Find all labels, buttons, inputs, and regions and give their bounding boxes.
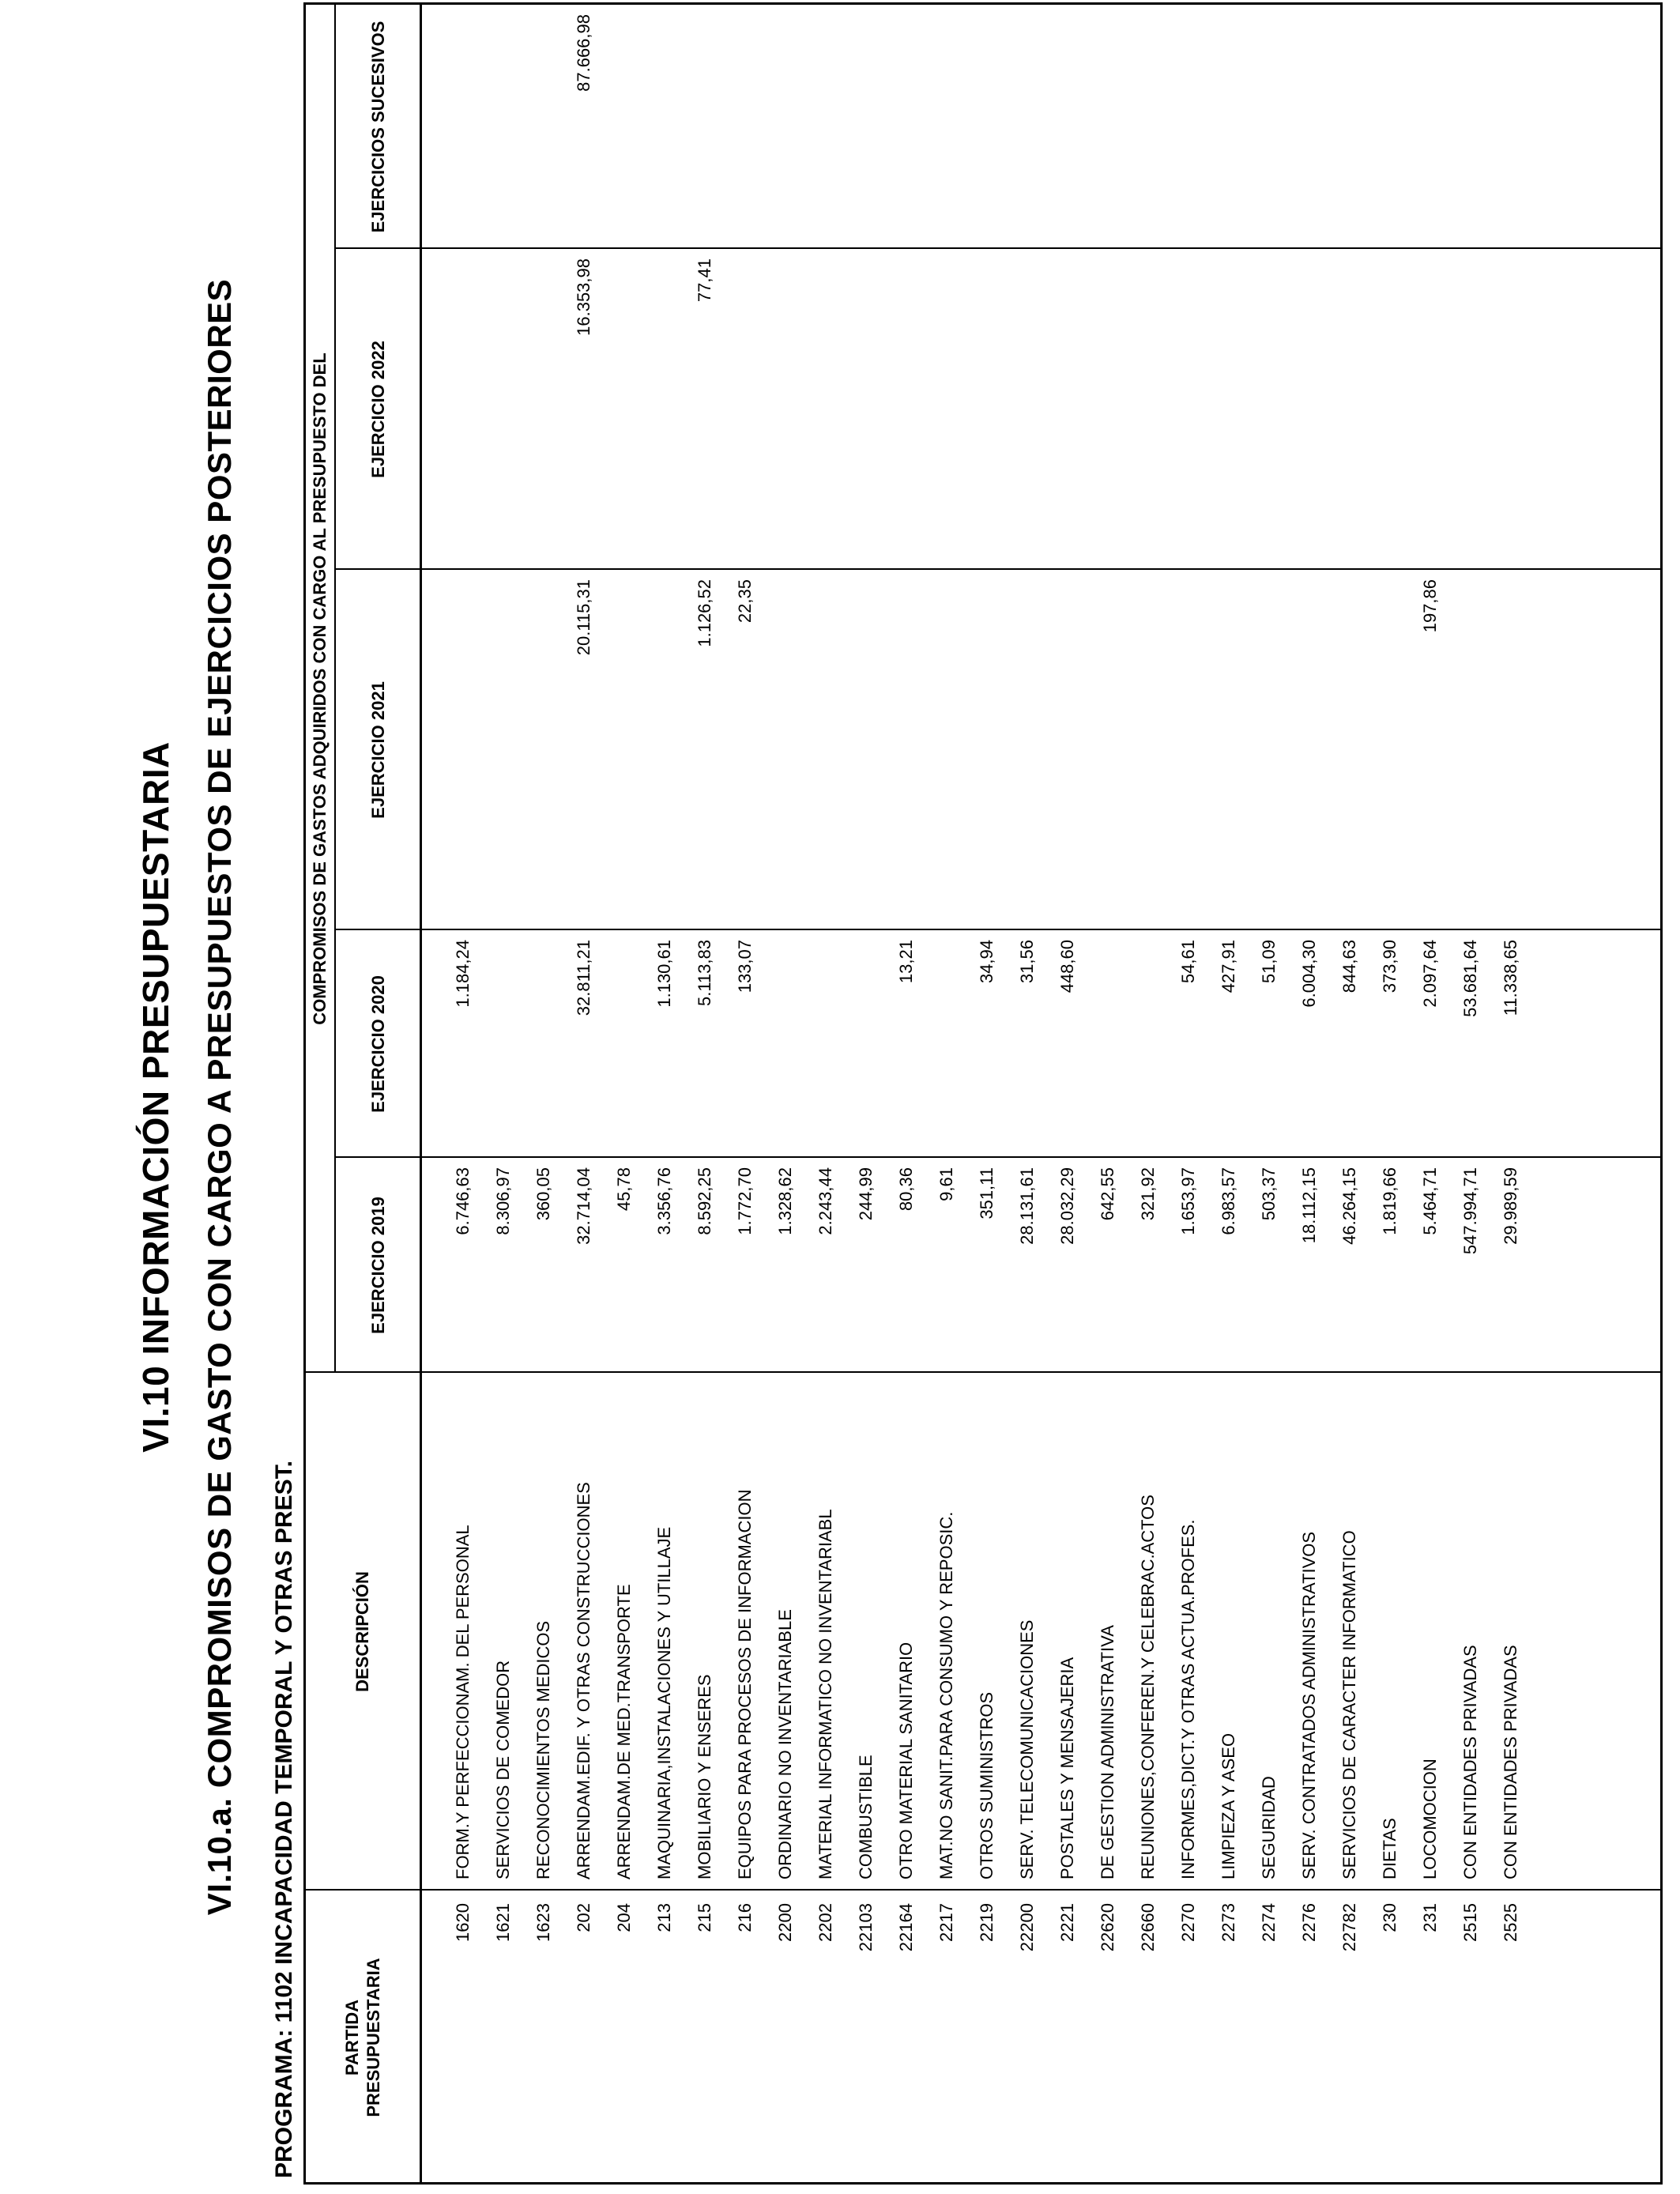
row-partida-text: 22200 [1017,1903,1037,1952]
row-descripcion-text: CON ENTIDADES PRIVADAS [1501,1645,1520,1879]
header-group-text: COMPROMISOS DE GASTOS ADQUIRIDOS CON CARGO AL PRESUPUESTO DEL [309,352,330,1025]
row-partida-text: 22103 [856,1903,876,1952]
row-value-e2022 [571,258,597,565]
row-value-e2019-text: 503,37 [1259,1167,1279,1221]
row-value-e2019 [1497,1167,1524,1368]
row-value-e2019 [974,1167,1000,1368]
row-value-e2019-text: 28.032,29 [1057,1167,1077,1245]
row-descripcion [893,1378,920,1879]
row-value-e2020 [450,940,477,1153]
row-descripcion-text: LIMPIEZA Y ASEO [1219,1732,1238,1879]
row-value-e2021 [1417,579,1444,925]
row-partida-text: 1621 [493,1903,513,1942]
row-descripcion-text: OTRO MATERIAL SANITARIO [896,1642,916,1879]
header-col-2020 [339,933,416,1155]
page-subtitle: VI.10.a. COMPROMISOS DE GASTO CON CARGO A PRESUPUESTOS DE EJERCICIOS POSTERIORES [201,278,238,1916]
col-divider-descripcion [303,1371,1660,1373]
header-bottom-divider [420,5,422,2185]
row-value-e2020-text: 54,61 [1178,940,1198,984]
row-partida-text: 230 [1380,1903,1399,1932]
row-value-e2019-text: 1.653,97 [1178,1167,1198,1235]
row-value-e2019 [571,1167,597,1368]
row-value-e2020 [1054,940,1081,1153]
row-value-e2019-text: 5.464,71 [1420,1167,1440,1235]
row-descripcion [1377,1378,1403,1879]
row-value-e2019-text: 46.264,15 [1339,1167,1359,1245]
row-value-e2020-text: 51,09 [1259,940,1279,984]
header-partida [308,1894,416,2181]
header-descripcion-text: DESCRIPCIÓN [352,1571,372,1692]
row-descripcion [1417,1378,1444,1879]
row-value-e2021-text: 22,35 [735,579,755,624]
row-partida [1457,1903,1484,2178]
row-descripcion-text: SERVICIOS DE COMEDOR [493,1660,513,1879]
row-partida-text: 216 [735,1903,755,1932]
row-value-e2019-text: 1.328,62 [775,1167,795,1235]
row-value-e2019 [450,1167,477,1368]
row-value-e2021-text: 20.115,31 [574,579,593,656]
row-value-e2020 [893,940,920,1153]
row-value-e2019-text: 29.989,59 [1501,1167,1520,1245]
table-border-right [303,2,1663,5]
row-value-e2019 [772,1167,799,1368]
row-descripcion-text: LOCOMOCION [1420,1759,1440,1879]
row-value-sucesivos [571,14,597,244]
row-value-e2020-text: 13,21 [896,940,916,984]
row-value-e2019-text: 45,78 [614,1167,634,1212]
row-value-e2020-text: 5.113,83 [695,940,714,1007]
row-descripcion [450,1378,477,1879]
row-value-e2020 [1457,940,1484,1153]
row-value-e2021-text: 1.126,52 [695,579,714,647]
page-title: VI.10 INFORMACIÓN PRESUPUESTARIA [135,741,176,1453]
header-col-sucesivos-text: EJERCICIOS SUCESIVOS [367,21,388,233]
header-col-2021 [339,573,416,927]
row-value-e2020 [651,940,678,1153]
row-value-e2019-text: 3.356,76 [654,1167,674,1235]
row-partida [1014,1903,1041,2178]
row-partida-text: 2221 [1057,1903,1077,1942]
row-partida-text: 22164 [896,1903,916,1952]
row-value-e2021 [691,579,718,925]
row-value-e2021-text: 197,86 [1420,579,1440,633]
row-descripcion [611,1378,638,1879]
row-value-e2020 [1417,940,1444,1153]
row-value-e2019 [1296,1167,1323,1368]
row-partida [772,1903,799,2178]
row-value-e2019 [1457,1167,1484,1368]
row-value-e2020 [691,940,718,1153]
row-descripcion [1135,1378,1162,1879]
row-partida-text: 2219 [977,1903,996,1942]
row-value-e2020-text: 844,63 [1339,940,1359,993]
row-partida-text: 22660 [1138,1903,1158,1952]
table-border-bottom [1660,5,1663,2185]
row-value-e2020 [1014,940,1041,1153]
row-value-e2020 [1215,940,1242,1153]
row-descripcion-text: OTROS SUMINISTROS [977,1691,996,1879]
row-descripcion [1175,1378,1202,1879]
row-descripcion-text: SEGURIDAD [1259,1776,1279,1879]
row-descripcion [571,1378,597,1879]
row-partida-text: 2217 [936,1903,956,1942]
row-value-e2019 [691,1167,718,1368]
row-descripcion-text: DE GESTION ADMINISTRATIVA [1098,1625,1117,1879]
row-partida [490,1903,517,2178]
row-value-e2019-text: 8.592,25 [695,1167,714,1235]
row-value-e2019 [490,1167,517,1368]
row-descripcion [691,1378,718,1879]
row-value-e2019-text: 6.746,63 [453,1167,473,1235]
row-partida-text: 2273 [1219,1903,1238,1942]
header-col-2020-text: EJERCICIO 2020 [367,975,388,1113]
row-value-e2019 [530,1167,557,1368]
row-value-e2019 [1256,1167,1283,1368]
row-descripcion-text: DIETAS [1380,1818,1399,1879]
row-value-e2020-text: 34,94 [977,940,996,984]
row-value-e2020-text: 32.811,21 [574,940,593,1016]
row-value-e2019 [1135,1167,1162,1368]
row-value-e2020 [1497,940,1524,1153]
row-partida [1336,1903,1363,2178]
row-value-e2019-text: 360,05 [533,1167,553,1221]
row-partida-text: 215 [695,1903,714,1932]
row-value-e2020 [1256,940,1283,1153]
row-descripcion [651,1378,678,1879]
row-value-e2019 [893,1167,920,1368]
row-descripcion-text: EQUIPOS PARA PROCESOS DE INFORMACION [735,1489,755,1879]
header-col-2021-text: EJERCICIO 2021 [367,681,388,819]
row-partida [732,1903,759,2178]
row-value-e2019 [651,1167,678,1368]
row-value-e2019-text: 321,92 [1138,1167,1158,1221]
row-descripcion-text: SERVICIOS DE CARACTER INFORMATICO [1339,1530,1359,1879]
header-group [306,8,333,1370]
row-descripcion [1296,1378,1323,1879]
row-descripcion-text: ARRENDAM.DE MED.TRANSPORTE [614,1584,634,1879]
row-value-e2019 [933,1167,960,1368]
header-col-sucesivos [339,8,416,246]
row-value-e2019-text: 8.306,97 [493,1167,513,1235]
row-value-e2019 [1054,1167,1081,1368]
group-header-divider [334,5,336,1373]
row-descripcion-text: RECONOCIMIENTOS MEDICOS [533,1620,553,1879]
row-descripcion [974,1378,1000,1879]
row-partida-text: 202 [574,1903,593,1932]
row-value-e2020-text: 2.097,64 [1420,940,1440,1008]
row-value-e2019-text: 2.243,44 [816,1167,835,1235]
row-descripcion [732,1378,759,1879]
row-value-e2019 [611,1167,638,1368]
row-descripcion-text: INFORMES,DICT.Y OTRAS ACTUA.PROFES. [1178,1519,1198,1879]
row-partida [691,1903,718,2178]
row-value-e2020-text: 1.184,24 [453,940,473,1008]
row-partida-text: 2202 [816,1903,835,1942]
row-partida-text: 22620 [1098,1903,1117,1952]
row-value-e2019 [1094,1167,1121,1368]
row-descripcion-text: FORM.Y PERFECCIONAM. DEL PERSONAL [453,1525,473,1879]
row-value-e2020 [1175,940,1202,1153]
row-partida [812,1903,839,2178]
row-value-e2022-text: 16.353,98 [574,258,593,336]
row-value-e2020-text: 31,56 [1017,940,1037,984]
col-divider-year [334,929,1660,930]
header-col-2022-text: EJERCICIO 2022 [367,341,388,478]
row-descripcion-text: MAQUINARIA,INSTALACIONES Y UTILLAJE [654,1526,674,1879]
row-value-e2019 [1014,1167,1041,1368]
row-value-e2019 [853,1167,880,1368]
row-partida [853,1903,880,2178]
row-descripcion-text: SERV. TELECOMUNICACIONES [1017,1619,1037,1879]
row-partida [1094,1903,1121,2178]
row-descripcion [1014,1378,1041,1879]
table-border-left [303,2182,1663,2185]
header-col-2019 [339,1161,416,1370]
row-value-e2019-text: 18.112,15 [1299,1167,1319,1244]
col-divider-year [334,1156,1660,1158]
row-partida-text: 2274 [1259,1903,1279,1942]
row-descripcion-text: ORDINARIO NO INVENTARIABLE [775,1609,795,1879]
row-partida-text: 2515 [1460,1903,1480,1942]
row-partida [611,1903,638,2178]
row-value-e2021 [571,579,597,925]
row-value-e2019-text: 547.994,71 [1460,1167,1480,1255]
row-value-e2020-text: 427,91 [1219,940,1238,993]
row-value-e2022-text: 77,41 [695,258,714,303]
row-partida-text: 2525 [1501,1903,1520,1942]
row-value-e2019-text: 9,61 [936,1167,956,1201]
row-partida-text: 2200 [775,1903,795,1942]
row-descripcion [1256,1378,1283,1879]
row-value-e2019 [1215,1167,1242,1368]
row-value-e2020 [974,940,1000,1153]
row-partida-text: 1620 [453,1903,473,1942]
row-descripcion-text: POSTALES Y MENSAJERIA [1057,1657,1077,1879]
row-descripcion-text: SERV. CONTRATADOS ADMINISTRATIVOS [1299,1531,1319,1879]
row-descripcion [1336,1378,1363,1879]
row-partida-text: 2276 [1299,1903,1319,1942]
row-value-e2019-text: 1.819,66 [1380,1167,1399,1235]
row-value-e2019 [732,1167,759,1368]
row-descripcion [1457,1378,1484,1879]
row-partida-text: 22782 [1339,1903,1359,1952]
row-descripcion [812,1378,839,1879]
col-divider-year [334,247,1660,249]
row-value-e2020 [571,940,597,1153]
header-partida-line2: PRESUPUESTARIA [363,1958,383,2117]
row-value-e2019 [1175,1167,1202,1368]
row-value-e2019-text: 6.983,57 [1219,1167,1238,1235]
row-descripcion-text: MAT.NO SANIT.PARA CONSUMO Y REPOSIC. [936,1511,956,1879]
row-partida [1497,1903,1524,2178]
row-value-e2020-text: 53.681,64 [1460,940,1480,1017]
row-value-e2019-text: 642,55 [1098,1167,1117,1221]
row-value-e2019 [1377,1167,1403,1368]
row-value-e2019-text: 351,11 [977,1167,996,1220]
row-partida [1175,1903,1202,2178]
header-descripcion [308,1376,416,1887]
row-partida [1215,1903,1242,2178]
row-partida [1377,1903,1403,2178]
row-partida-text: 2270 [1178,1903,1198,1942]
row-value-e2020-text: 11.338,65 [1501,940,1520,1016]
col-divider-partida [303,1889,1660,1891]
row-value-e2020-text: 6.004,30 [1299,940,1319,1008]
header-col-2022 [339,252,416,567]
row-partida [1417,1903,1444,2178]
row-value-sucesivos-text: 87.666,98 [574,14,593,92]
row-descripcion [490,1378,517,1879]
row-partida [1135,1903,1162,2178]
row-descripcion [1497,1378,1524,1879]
row-partida [974,1903,1000,2178]
row-partida-text: 1623 [533,1903,553,1942]
row-value-e2020 [1336,940,1363,1153]
row-descripcion [1215,1378,1242,1879]
row-value-e2020 [1377,940,1403,1153]
row-partida-text: 213 [654,1903,674,1932]
row-descripcion [530,1378,557,1879]
row-value-e2019-text: 32.714,04 [574,1167,593,1245]
row-value-e2019-text: 244,99 [856,1167,876,1221]
row-value-e2021 [732,579,759,925]
row-value-e2019-text: 1.772,70 [735,1167,755,1235]
row-value-e2019-text: 80,36 [896,1167,916,1212]
row-partida-text: 204 [614,1903,634,1932]
row-partida [933,1903,960,2178]
row-descripcion [1054,1378,1081,1879]
row-descripcion-text: MATERIAL INFORMATICO NO INVENTARIABL [816,1509,835,1879]
row-partida [893,1903,920,2178]
row-descripcion-text: MOBILIARIO Y ENSERES [695,1674,714,1879]
row-partida [1296,1903,1323,2178]
row-descripcion-text: REUNIONES,CONFEREN.Y CELEBRAC.ACTOS [1138,1495,1158,1879]
col-divider-year [334,568,1660,570]
row-descripcion [772,1378,799,1879]
row-descripcion [1094,1378,1121,1879]
row-descripcion-text: COMBUSTIBLE [856,1755,876,1879]
row-value-e2020-text: 448,60 [1057,940,1077,993]
row-value-e2019 [1417,1167,1444,1368]
row-descripcion [933,1378,960,1879]
row-value-e2020 [1296,940,1323,1153]
row-value-e2020-text: 373,90 [1380,940,1399,993]
header-col-2019-text: EJERCICIO 2019 [367,1197,388,1334]
row-value-e2020 [732,940,759,1153]
row-partida [651,1903,678,2178]
row-partida [1054,1903,1081,2178]
row-partida [571,1903,597,2178]
row-value-e2019 [812,1167,839,1368]
row-descripcion [853,1378,880,1879]
row-partida-text: 231 [1420,1903,1440,1932]
row-partida [450,1903,477,2178]
row-descripcion-text: ARRENDAM.EDIF. Y OTRAS CONSTRUCCIONES [574,1482,593,1879]
row-value-e2019-text: 28.131,61 [1017,1167,1037,1245]
row-value-e2020-text: 133,07 [735,940,755,993]
program-label: PROGRAMA: 1102 INCAPACIDAD TEMPORAL Y OTRAS PREST. [271,1461,297,2178]
row-value-e2022 [691,258,718,565]
row-partida [530,1903,557,2178]
row-value-e2019 [1336,1167,1363,1368]
row-partida [1256,1903,1283,2178]
row-value-e2020-text: 1.130,61 [654,940,674,1008]
header-partida-line1: PARTIDA [341,1999,362,2076]
row-descripcion-text: CON ENTIDADES PRIVADAS [1460,1645,1480,1879]
